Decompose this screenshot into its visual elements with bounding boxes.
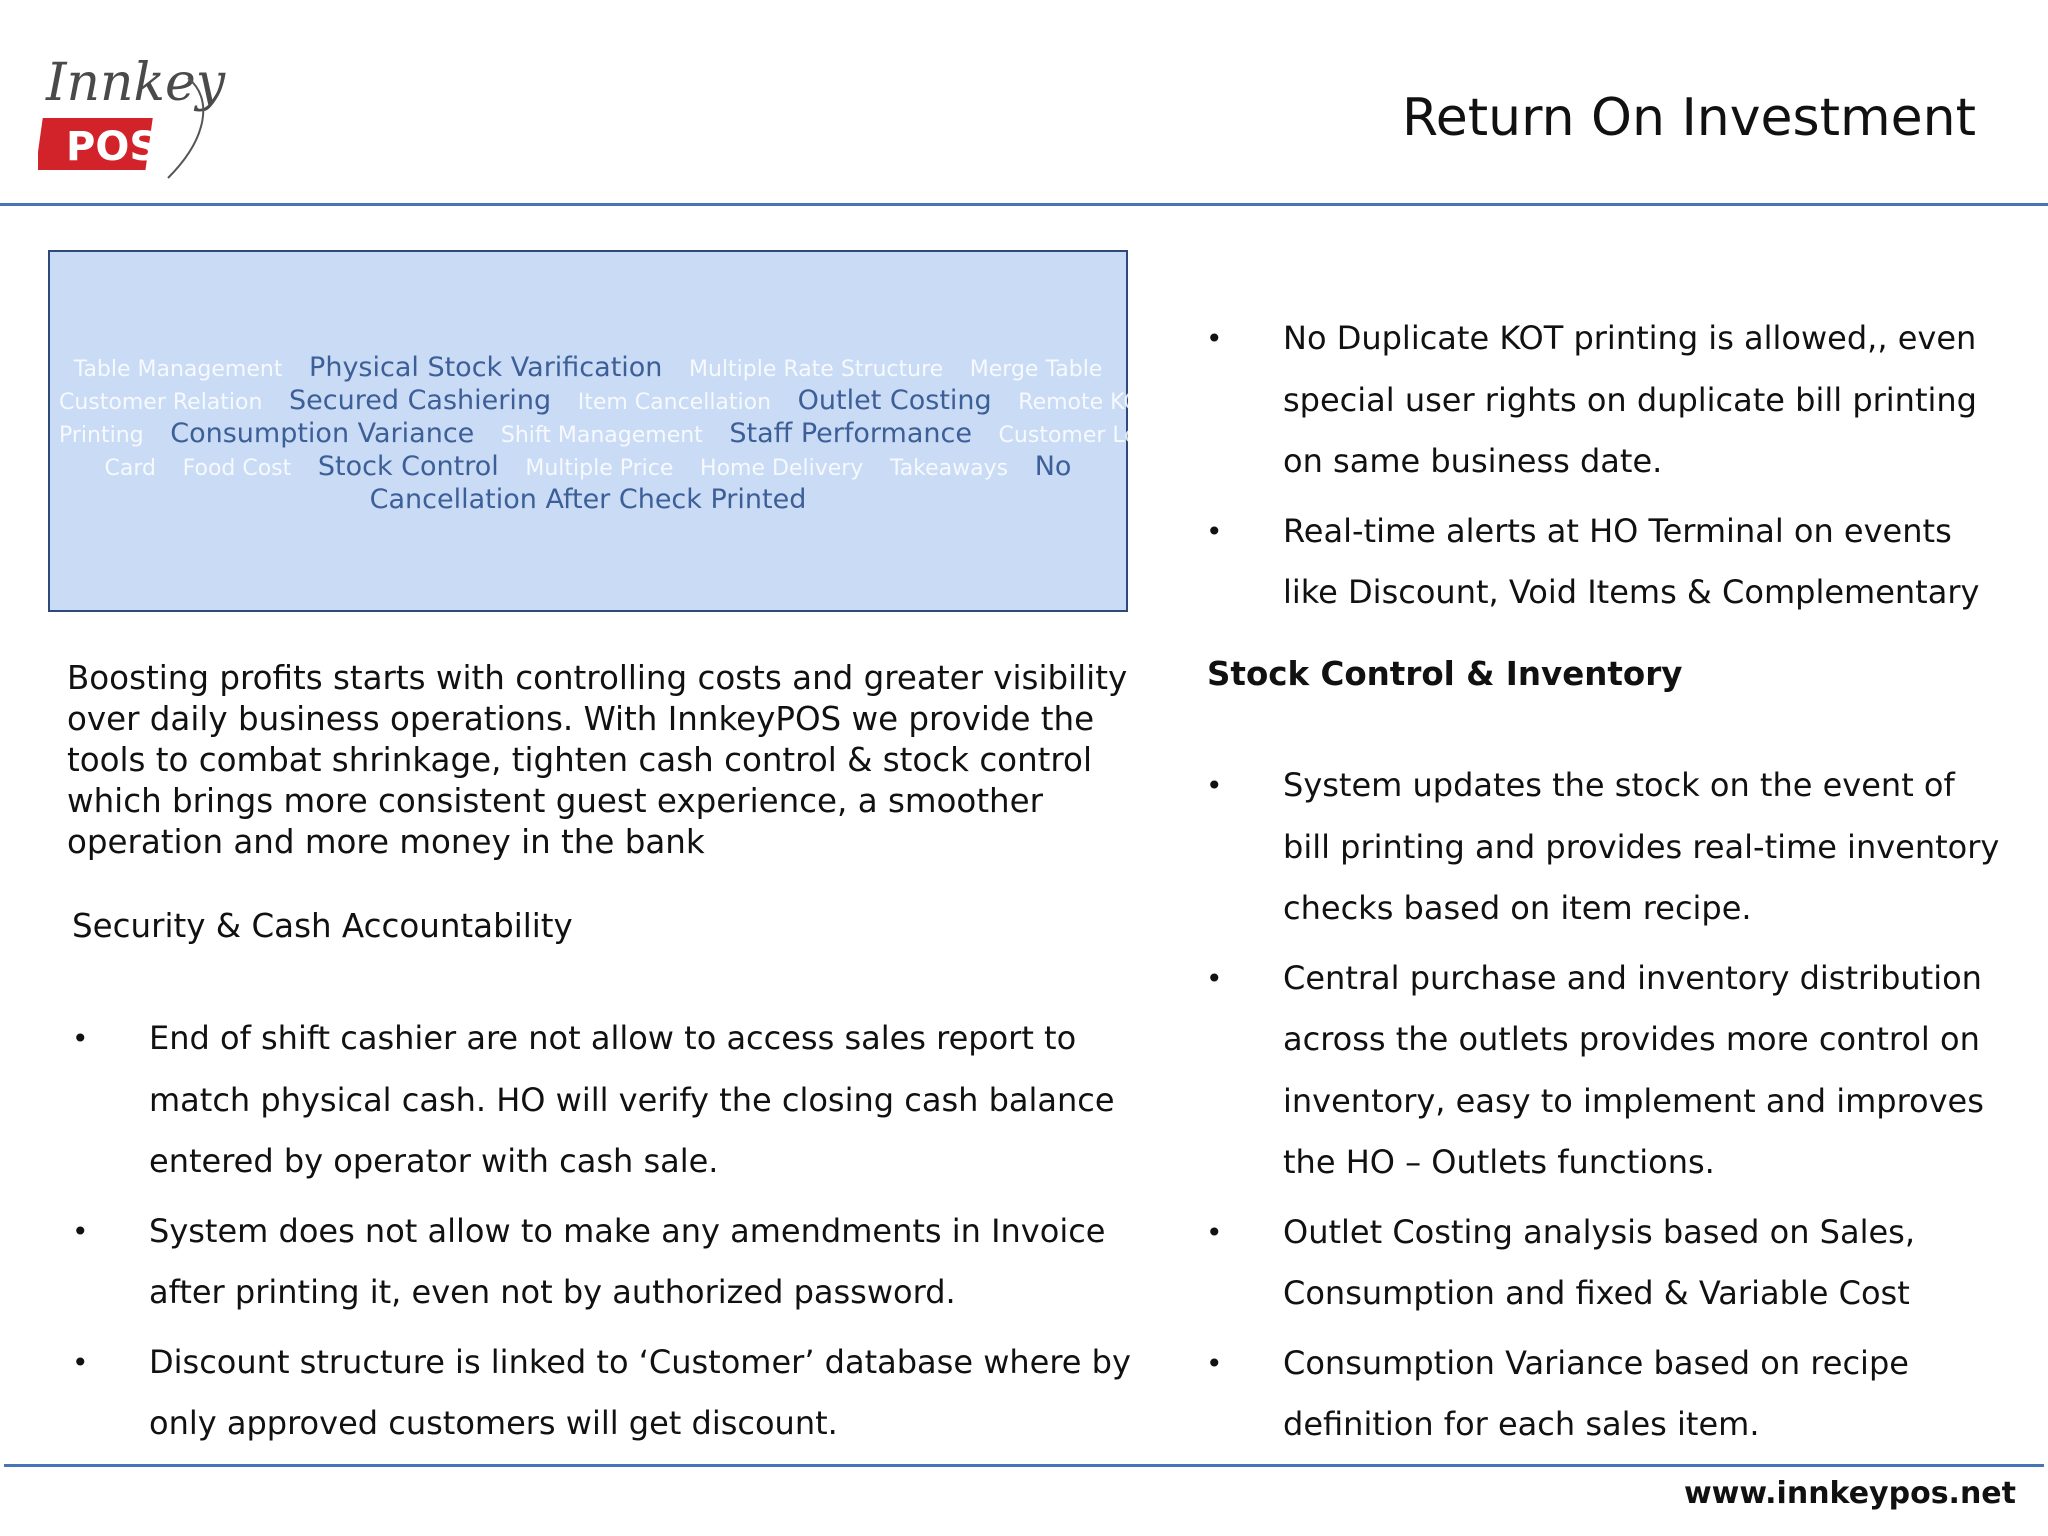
cloud-line-2	[50, 385, 1155, 416]
stock-bullet-list	[1206, 755, 2006, 1464]
bullet-icon: •	[72, 1345, 89, 1379]
cloud-word: No	[1034, 451, 1072, 482]
cloud-word: Consumption Variance	[170, 418, 475, 449]
footer-divider	[4, 1464, 2044, 1467]
bullet-icon: •	[1206, 322, 1223, 355]
bullet-text: No Duplicate KOT printing is allowed,, even special user rights on duplicate bill printing on same business date.	[1283, 319, 1977, 480]
bullet-icon: •	[72, 1022, 89, 1055]
cloud-word: Shift Management	[500, 423, 703, 448]
list-item	[72, 1332, 1172, 1455]
cloud-word: Card	[104, 456, 157, 481]
bullet-text: Discount structure is linked to ‘Customer’ database where by only approved customers will get discount.	[149, 1342, 1131, 1442]
cloud-word: Outlet Costing	[797, 385, 992, 416]
header-divider	[0, 203, 2048, 206]
cloud-word: Food Cost	[182, 456, 292, 481]
footer-url: www.innkeypos.net	[1683, 1476, 2016, 1511]
cloud-word: Customer Loyalty	[998, 423, 1192, 448]
bullet-icon: •	[72, 1214, 89, 1248]
bullet-text: End of shift cashier are not allow to access sales report to match physical cash. HO will verify the closing cash balance entered by operator with cash sale.	[149, 1019, 1115, 1180]
cloud-line-1	[50, 352, 1126, 383]
cloud-word: Customer Relation	[59, 390, 263, 415]
cloud-word: Home Delivery	[700, 456, 864, 481]
cloud-word: Stock Control	[317, 451, 499, 482]
cloud-word: Merge Table	[969, 357, 1103, 382]
list-item	[72, 1008, 1172, 1193]
cloud-line-4	[50, 451, 1126, 482]
bullet-text: Outlet Costing analysis based on Sales, Consumption and fixed & Variable Cost	[1283, 1212, 1915, 1312]
list-item	[1206, 1202, 2006, 1325]
stock-control-heading: Stock Control & Inventory	[1207, 655, 1683, 693]
bullet-icon: •	[1206, 961, 1223, 995]
bullet-text: Central purchase and inventory distribution across the outlets provides more control on inventory, easy to implement and improves the HO – Outlets functions.	[1283, 958, 1984, 1181]
cloud-word: Printing	[59, 423, 144, 448]
list-item	[1206, 948, 2006, 1194]
intro-paragraph: Boosting profits starts with controlling costs and greater visibility over daily business operations. With InnkeyPOS we provide the tools to combat shrinkage, tighten cash control & stock control which brings more consistent guest experience, a smoother operation and more money in the bank	[67, 659, 1128, 861]
bullet-icon: •	[1206, 514, 1223, 548]
list-item	[1206, 501, 2006, 624]
bullet-icon: •	[1206, 769, 1223, 802]
list-item	[1206, 308, 2006, 493]
cloud-word: Takeaways	[889, 456, 1009, 481]
feature-word-cloud	[48, 250, 1192, 612]
cloud-word: Cancellation After Check Printed	[369, 484, 807, 515]
list-item	[72, 1201, 1172, 1324]
logo-badge-text: POS	[66, 124, 159, 170]
security-bullet-list	[72, 1008, 1172, 1463]
cloud-word: Table Management	[73, 357, 283, 382]
kot-bullet-list	[1206, 308, 2006, 632]
cloud-word: Item Cancellation	[577, 390, 772, 415]
bullet-icon: •	[1206, 1215, 1223, 1249]
cloud-word: Secured Cashiering	[289, 385, 552, 416]
bullet-text: System does not allow to make any amendments in Invoice after printing it, even not by authorized password.	[149, 1211, 1106, 1311]
security-heading: Security & Cash Accountability	[72, 907, 573, 945]
page-title: Return On Investment	[1401, 88, 1976, 148]
bullet-text: System updates the stock on the event of bill printing and provides real-time inventory checks based on item recipe.	[1283, 766, 2000, 927]
cloud-line-3	[50, 418, 1192, 449]
list-item	[1206, 755, 2006, 940]
cloud-word: Remote KOT	[1018, 390, 1155, 415]
cloud-word: Multiple Rate Structure	[689, 357, 944, 382]
cloud-word: Staff Performance	[729, 418, 972, 449]
innkeypos-logo	[38, 38, 228, 188]
list-item	[1206, 1333, 2006, 1456]
cloud-line-5	[50, 484, 1126, 515]
cloud-word: Multiple Price	[525, 456, 674, 481]
bullet-icon: •	[1206, 1346, 1223, 1380]
cloud-word: Physical Stock Varification	[309, 352, 663, 383]
bullet-text: Real-time alerts at HO Terminal on events like Discount, Void Items & Complementary	[1283, 511, 1980, 611]
bullet-text: Consumption Variance based on recipe definition for each sales item.	[1283, 1343, 1909, 1443]
logo-script-text: Innkey	[46, 53, 226, 113]
